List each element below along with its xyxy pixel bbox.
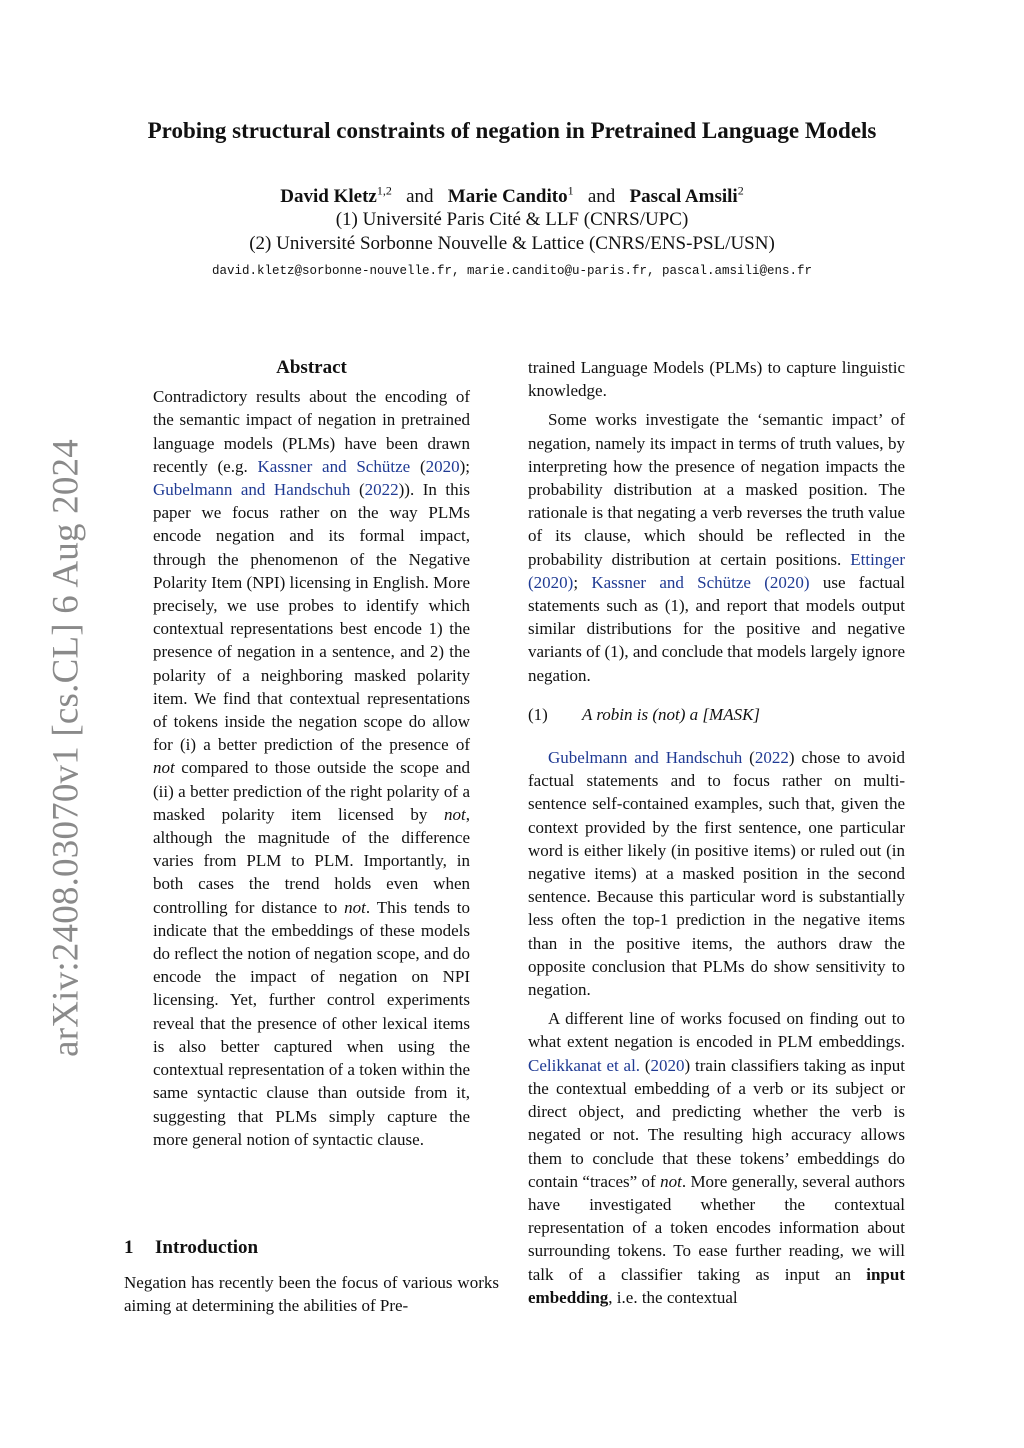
citation-year-link[interactable]: 2020 <box>650 1055 685 1075</box>
numbered-example <box>528 703 905 726</box>
author-separator: and <box>406 186 434 207</box>
paragraph-text: use factual statements such as (1), and report that models output similar distributions for the positive and negative variants of (1), and conclude that models largely ignore negation. <box>528 572 905 685</box>
author-affiliation-mark: 2 <box>737 183 744 198</box>
citation-punct: ( <box>640 1055 651 1075</box>
citation-punct: ; <box>573 572 592 592</box>
section-heading <box>124 1236 499 1259</box>
paragraph <box>528 746 905 1001</box>
emphasis-not: not <box>660 1171 682 1191</box>
emphasis-not: not <box>344 897 366 917</box>
author-affiliation-mark: 1 <box>567 183 574 198</box>
paragraph: Negation has recently been the focus of various works aiming at determining the abilities of Pre- <box>124 1273 499 1316</box>
abstract-text-segment: . This tends to indicate that the embeddings of these models do reflect the notion of negation scope, and do encode the impact of negation on NPI licensing. Yet, further control experiments reveal that the presence of other lexical items is also better captured when using the contextual representation of a token within the same syntactic clause than outside from it, suggesting that PLMs simply capture the more general notion of syntactic clause. <box>153 897 470 1149</box>
paragraph <box>528 408 905 686</box>
paragraph-text: , i.e. the contextual <box>608 1287 738 1307</box>
citation-link[interactable]: Celikkanat et al. <box>528 1055 641 1075</box>
author-block <box>0 185 1024 283</box>
paragraph-text: . More generally, several authors have investigated whether the contextual representation of a token encodes information about surrounding tokens. To ease further reading, we will talk of a classifier taking as input an <box>528 1171 905 1284</box>
abstract-text <box>153 385 470 1151</box>
paragraph-text: train classifiers taking as input the contextual embedding of a verb or its subject or direct object, and predicting whether the verb is negated or not. The resulting high accuracy allows them to conclude that these tokens’ embeddings do contain “traces” of <box>528 1055 905 1191</box>
author-name: Pascal Amsili <box>629 186 738 207</box>
abstract-text-segment: compared to those outside the scope and (ii) a better prediction of the right polarity of a masked polarity item licensed by <box>153 758 470 824</box>
emphasis-not: not <box>444 804 466 824</box>
affiliation: (2) Université Sorbonne Nouvelle & Lattice (CNRS/ENS-PSL/USN) <box>249 233 775 254</box>
citation-year-link[interactable]: 2022 <box>754 748 789 768</box>
citation-link[interactable]: Kassner and Schütze <box>257 456 411 476</box>
emphasis-not: not <box>153 758 175 778</box>
citation-link[interactable]: Ettinger (2020) <box>528 549 905 592</box>
example-number: (1) <box>528 704 548 724</box>
paragraph-text: chose to avoid factual statements and to focus rather on multi-sentence self-contained examples, such that, given the context provided by the first sentence, one particular word is either likely (in positive items) or ruled out (in negative items) at a masked position in the second sentence. Because this particular word is substantially less often the top-1 prediction in the negative items than in the positive items, the authors draw the opposite conclusion that PLMs do show sensitivity to negation. <box>528 748 906 1000</box>
citation-punct: ) <box>788 748 795 768</box>
citation-link[interactable]: Gubelmann and Handschuh <box>153 480 351 500</box>
bold-term: input embedding <box>528 1264 905 1307</box>
arxiv-stamp: arXiv:2408.03070v1 [cs.CL] 6 Aug 2024 <box>45 439 87 1057</box>
citation-punct: ) <box>684 1055 691 1075</box>
citation-year-link[interactable]: 2022 <box>364 480 399 500</box>
paragraph-text: Some works investigate the ‘semantic impact’ of negation, namely its impact in terms of truth values, by interpreting how the presence of negation impacts the probability distribution at a masked position. The rationale is that negating a verb reverses the truth value of its clause, which should be reflected in the probability distribution at certain positions. <box>528 410 905 569</box>
right-column <box>528 356 905 1309</box>
introduction-section <box>124 1236 499 1318</box>
author-affiliation-mark: 1,2 <box>376 183 392 198</box>
abstract-section <box>153 356 470 1151</box>
author-name: Marie Candito <box>447 186 568 207</box>
author-emails: david.kletz@sorbonne-nouvelle.fr, marie.candito@u-paris.fr, pascal.amsili@ens.fr <box>211 264 813 278</box>
paragraph <box>528 1007 905 1309</box>
section-number: 1 <box>124 1237 134 1258</box>
citation-punct: ( <box>742 748 755 768</box>
section-title: Introduction <box>155 1237 259 1258</box>
citation-punct: ( <box>410 456 426 476</box>
author-line <box>0 185 1024 208</box>
citation-punct: ); <box>459 456 470 476</box>
paragraph-text: A different line of works focused on finding out to what extent negation is encoded in PLM embeddings. <box>528 1009 905 1052</box>
abstract-text-segment: )). In this paper we focus rather on the way PLMs encode negation and its formal impact, through the phenomenon of the Negative Polarity Item (NPI) licensing in English. More precisely, we use probes to identify which contextual representations best encode 1) the presence of negation in a sentence, and 2) the polarity of a neighboring masked polarity item. We find that contextual representations of tokens inside the negation scope do allow for (i) a better prediction of the presence of <box>153 480 470 755</box>
abstract-text-segment: Contradictory results about the encoding of the semantic impact of negation in pretrained language models (PLMs) have been drawn recently (e.g. <box>153 387 470 476</box>
abstract-text-segment: , although the magnitude of the difference varies from PLM to PLM. Importantly, in both cases the trend holds even when controlling for distance to <box>153 804 470 917</box>
paragraph: trained Language Models (PLMs) to capture linguistic knowledge. <box>528 358 905 401</box>
author-name: David Kletz <box>280 186 377 207</box>
citation-link[interactable]: Kassner and Schütze (2020) <box>591 572 810 592</box>
citation-link[interactable]: Gubelmann and Handschuh <box>548 748 743 768</box>
abstract-heading: Abstract <box>276 357 347 378</box>
example-text: A robin is (not) a [MASK] <box>582 704 761 724</box>
author-separator: and <box>587 186 616 207</box>
citation-punct: ( <box>350 480 365 500</box>
affiliation: (1) Université Paris Cité & LLF (CNRS/UPC) <box>335 209 689 230</box>
paper-title: Probing structural constraints of negation in Pretrained Language Models <box>147 118 877 143</box>
citation-year-link[interactable]: 2020 <box>425 456 460 476</box>
